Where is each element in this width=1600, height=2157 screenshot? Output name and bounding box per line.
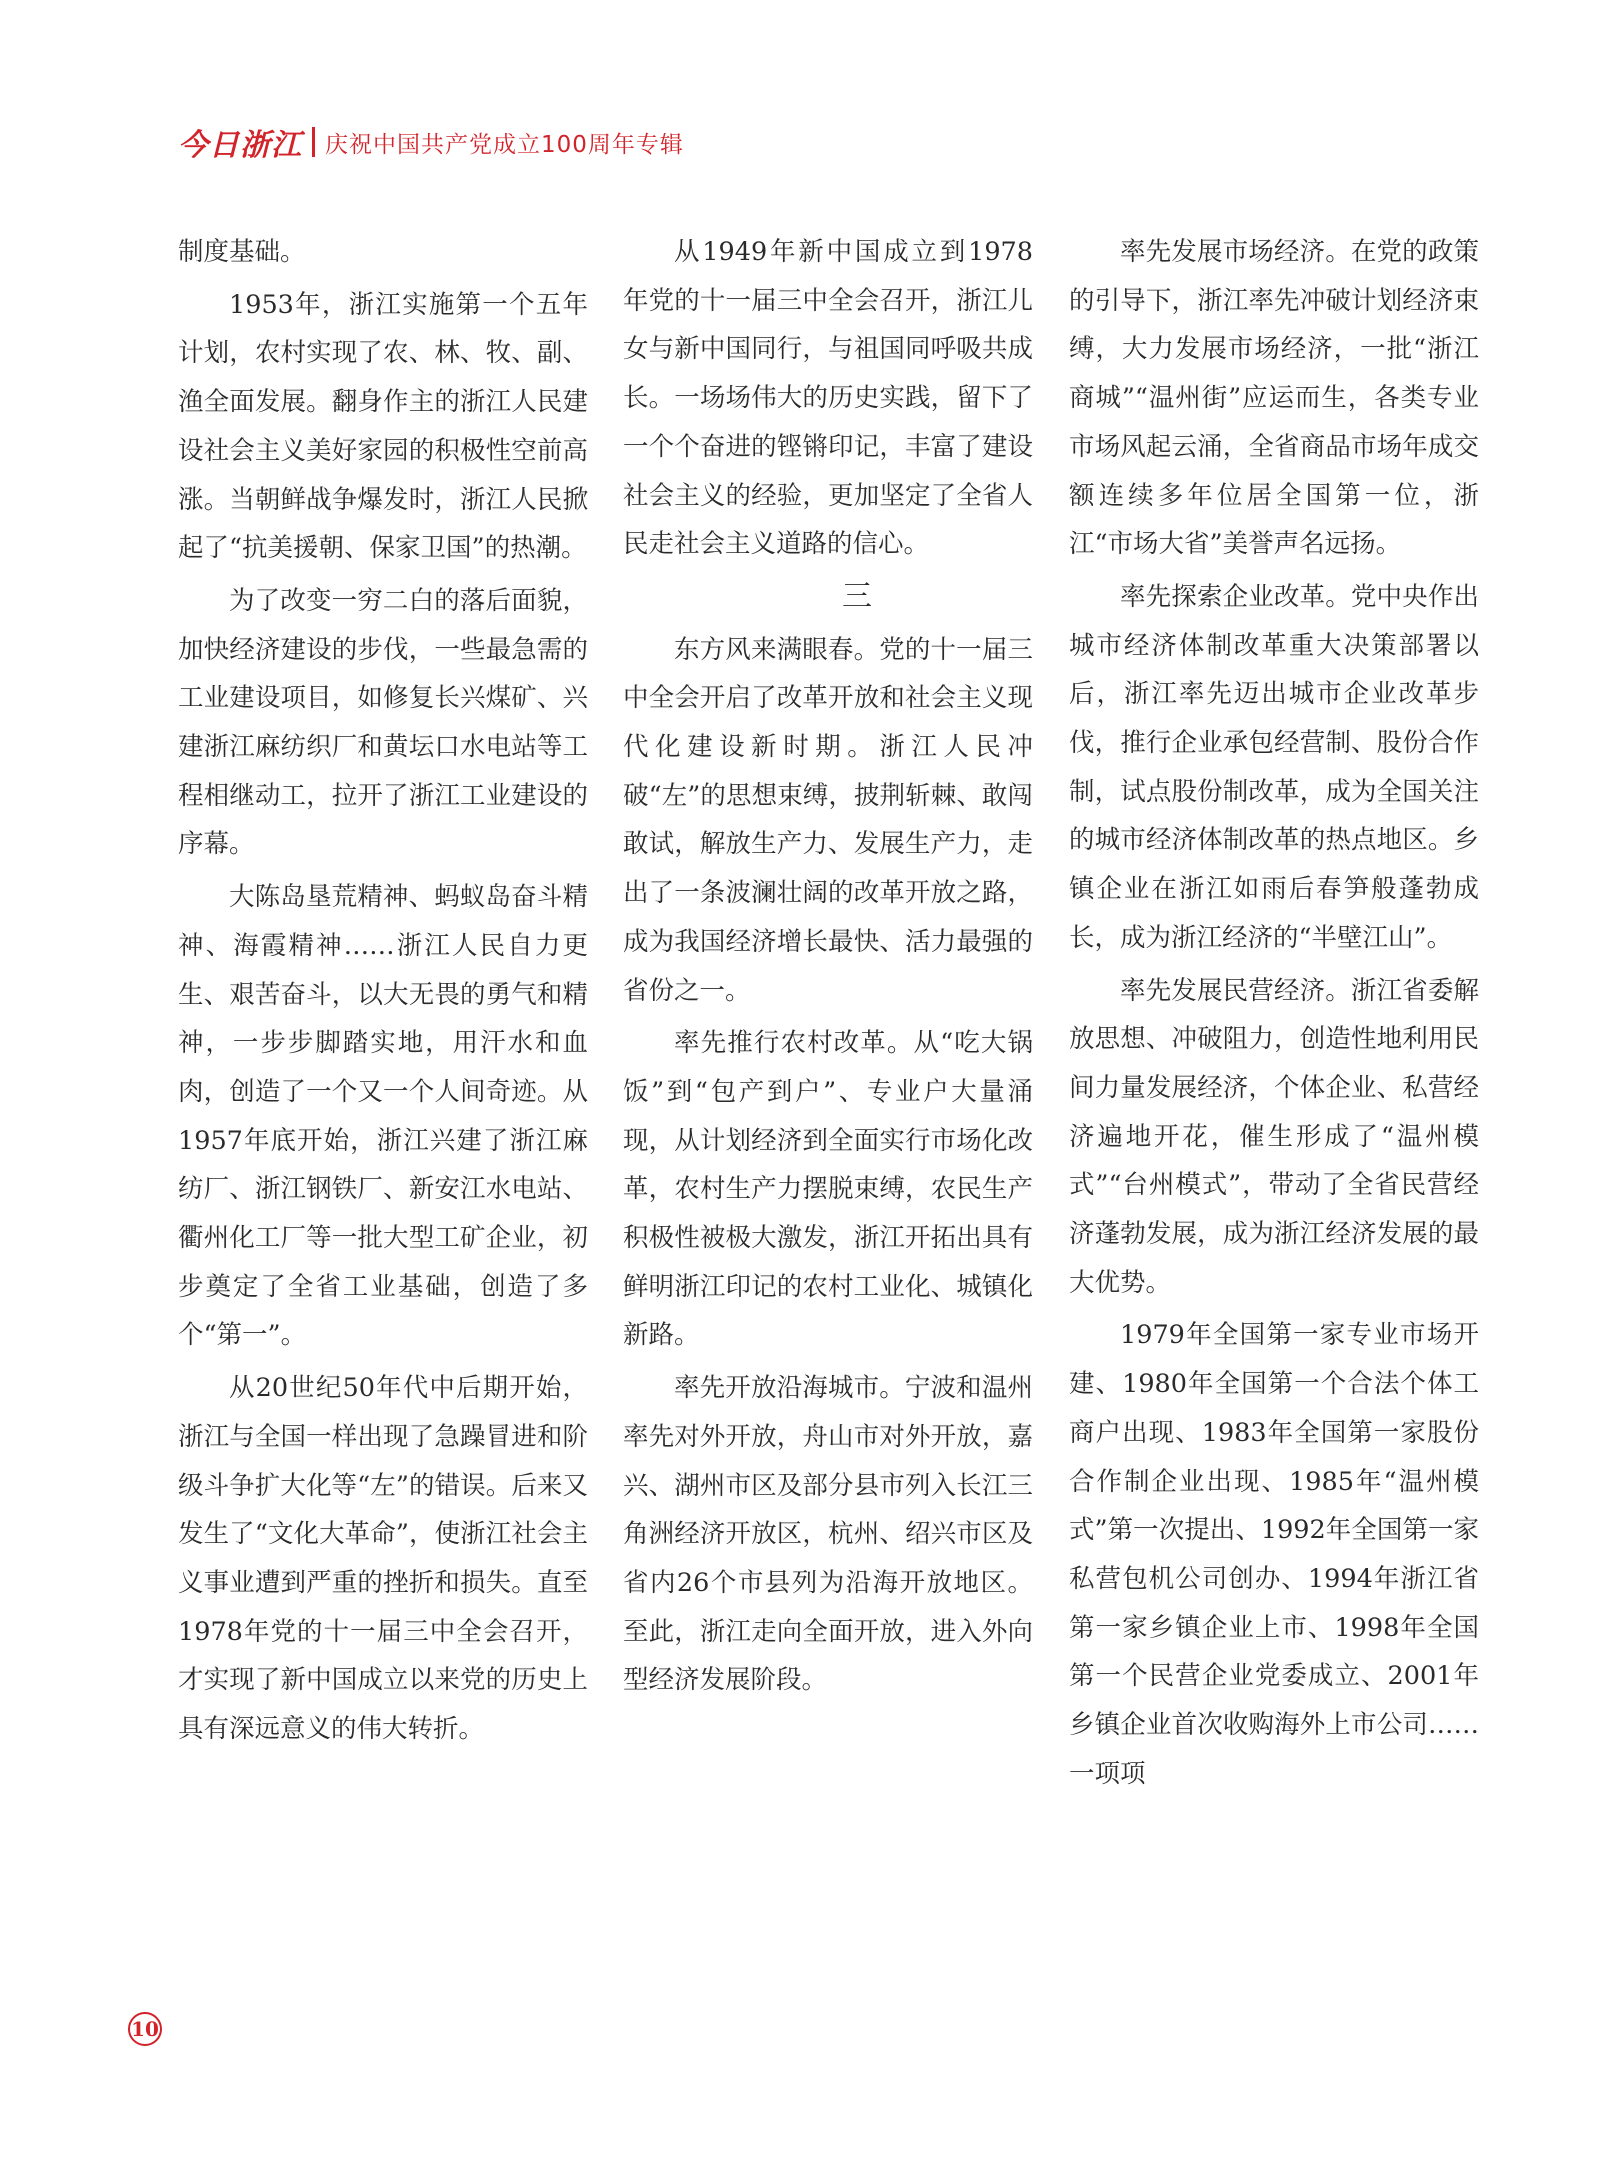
special-issue-title: 庆祝中国共产党成立100周年专辑 <box>325 131 684 158</box>
paragraph: 率先探索企业改革。党中央作出城市经济体制改革重大决策部署以后，浙江率先迈出城市企业改革步伐，推行企业承包经营制、股份合作制，试点股份制改革，成为全国关注的城市经济体制改革的热点地区。乡镇企业在浙江如雨后春笋般蓬勃成长，成为浙江经济的“半壁江山”。 <box>1069 581 1479 953</box>
paragraph: 1953年，浙江实施第一个五年计划，农村实现了农、林、牧、副、渔全面发展。翻身作主的浙江人民建设社会主义美好家园的积极性空前高涨。当朝鲜战争爆发时，浙江人民掀起了“抗美援朝、保家卫国”的热潮。 <box>178 289 588 564</box>
paragraph: 1979年全国第一家专业市场开建、1980年全国第一个合法个体工商户出现、1983年全国第一家股份合作制企业出现、1985年“温州模式”第一次提出、1992年全国第一家私营包机公司创办、1994年浙江省第一家乡镇企业上市、1998年全国第一个民营企业党委成立、2001年乡镇企业首次收购海外上市公司……一项项 <box>1069 1320 1479 1789</box>
magazine-logo: 今日浙江 <box>178 128 302 163</box>
paragraph: 率先发展民营经济。浙江省委解放思想、冲破阻力，创造性地利用民间力量发展经济，个体企业、私营经济遍地开花，催生形成了“温州模式”“台州模式”，带动了全省民营经济蓬勃发展，成为浙江经济发展的最大优势。 <box>1069 975 1479 1298</box>
section-heading: 三 <box>842 578 874 614</box>
paragraph: 率先开放沿海城市。宁波和温州率先对外开放，舟山市对外开放，嘉兴、湖州市区及部分县市列入长江三角洲经济开放区，杭州、绍兴市区及省内26个市县列为沿海开放地区。至此，浙江走向全面开放，进入外向型经济发展阶段。 <box>623 1373 1033 1696</box>
page-header <box>178 122 684 162</box>
paragraph: 大陈岛垦荒精神、蚂蚁岛奋斗精神、海霞精神……浙江人民自力更生、艰苦奋斗，以大无畏的勇气和精神，一步步脚踏实地，用汗水和血肉，创造了一个又一个人间奇迹。从1957年底开始，浙江兴建了浙江麻纺厂、浙江钢铁厂、新安江水电站、衢州化工厂等一批大型工矿企业，初步奠定了全省工业基础，创造了多个“第一”。 <box>178 882 588 1351</box>
text-column-3 <box>1069 228 1479 1803</box>
text-column-2 <box>623 228 1033 1709</box>
page-number: 10 <box>128 2012 162 2046</box>
paragraph: 从1949年新中国成立到1978年党的十一届三中全会召开，浙江儿女与新中国同行，与祖国同呼吸共成长。一场场伟大的历史实践，留下了一个个奋进的铿锵印记，丰富了建设社会主义的经验，更加坚定了全省人民走社会主义道路的信心。 <box>623 237 1033 560</box>
paragraph: 为了改变一穷二白的落后面貌，加快经济建设的步伐，一些最急需的工业建设项目，如修复长兴煤矿、兴建浙江麻纺织厂和黄坛口水电站等工程相继动工，拉开了浙江工业建设的序幕。 <box>178 585 588 860</box>
paragraph: 东方风来满眼春。党的十一届三中全会开启了改革开放和社会主义现代化建设新时期。浙江人民冲破“左”的思想束缚，披荆斩棘、敢闯敢试，解放生产力、发展生产力，走出了一条波澜壮阔的改革开放之路，成为我国经济增长最快、活力最强的省份之一。 <box>623 634 1033 1006</box>
paragraph: 率先推行农村改革。从“吃大锅饭”到“包产到户”、专业户大量涌现，从计划经济到全面实行市场化改革，农村生产力摆脱束缚，农民生产积极性被极大激发，浙江开拓出具有鲜明浙江印记的农村工业化、城镇化新路。 <box>623 1028 1033 1351</box>
header-divider <box>312 127 315 157</box>
paragraph: 制度基础。 <box>178 237 306 267</box>
text-column-1 <box>178 228 588 1758</box>
paragraph: 率先发展市场经济。在党的政策的引导下，浙江率先冲破计划经济束缚，大力发展市场经济，一批“浙江商城”“温州街”应运而生，各类专业市场风起云涌，全省商品市场年成交额连续多年位居全国第一位，浙江“市场大省”美誉声名远扬。 <box>1069 237 1479 560</box>
paragraph: 从20世纪50年代中后期开始，浙江与全国一样出现了急躁冒进和阶级斗争扩大化等“左”的错误。后来又发生了“文化大革命”，使浙江社会主义事业遭到严重的挫折和损失。直至1978年党的十一届三中全会召开，才实现了新中国成立以来党的历史上具有深远意义的伟大转折。 <box>178 1373 588 1745</box>
